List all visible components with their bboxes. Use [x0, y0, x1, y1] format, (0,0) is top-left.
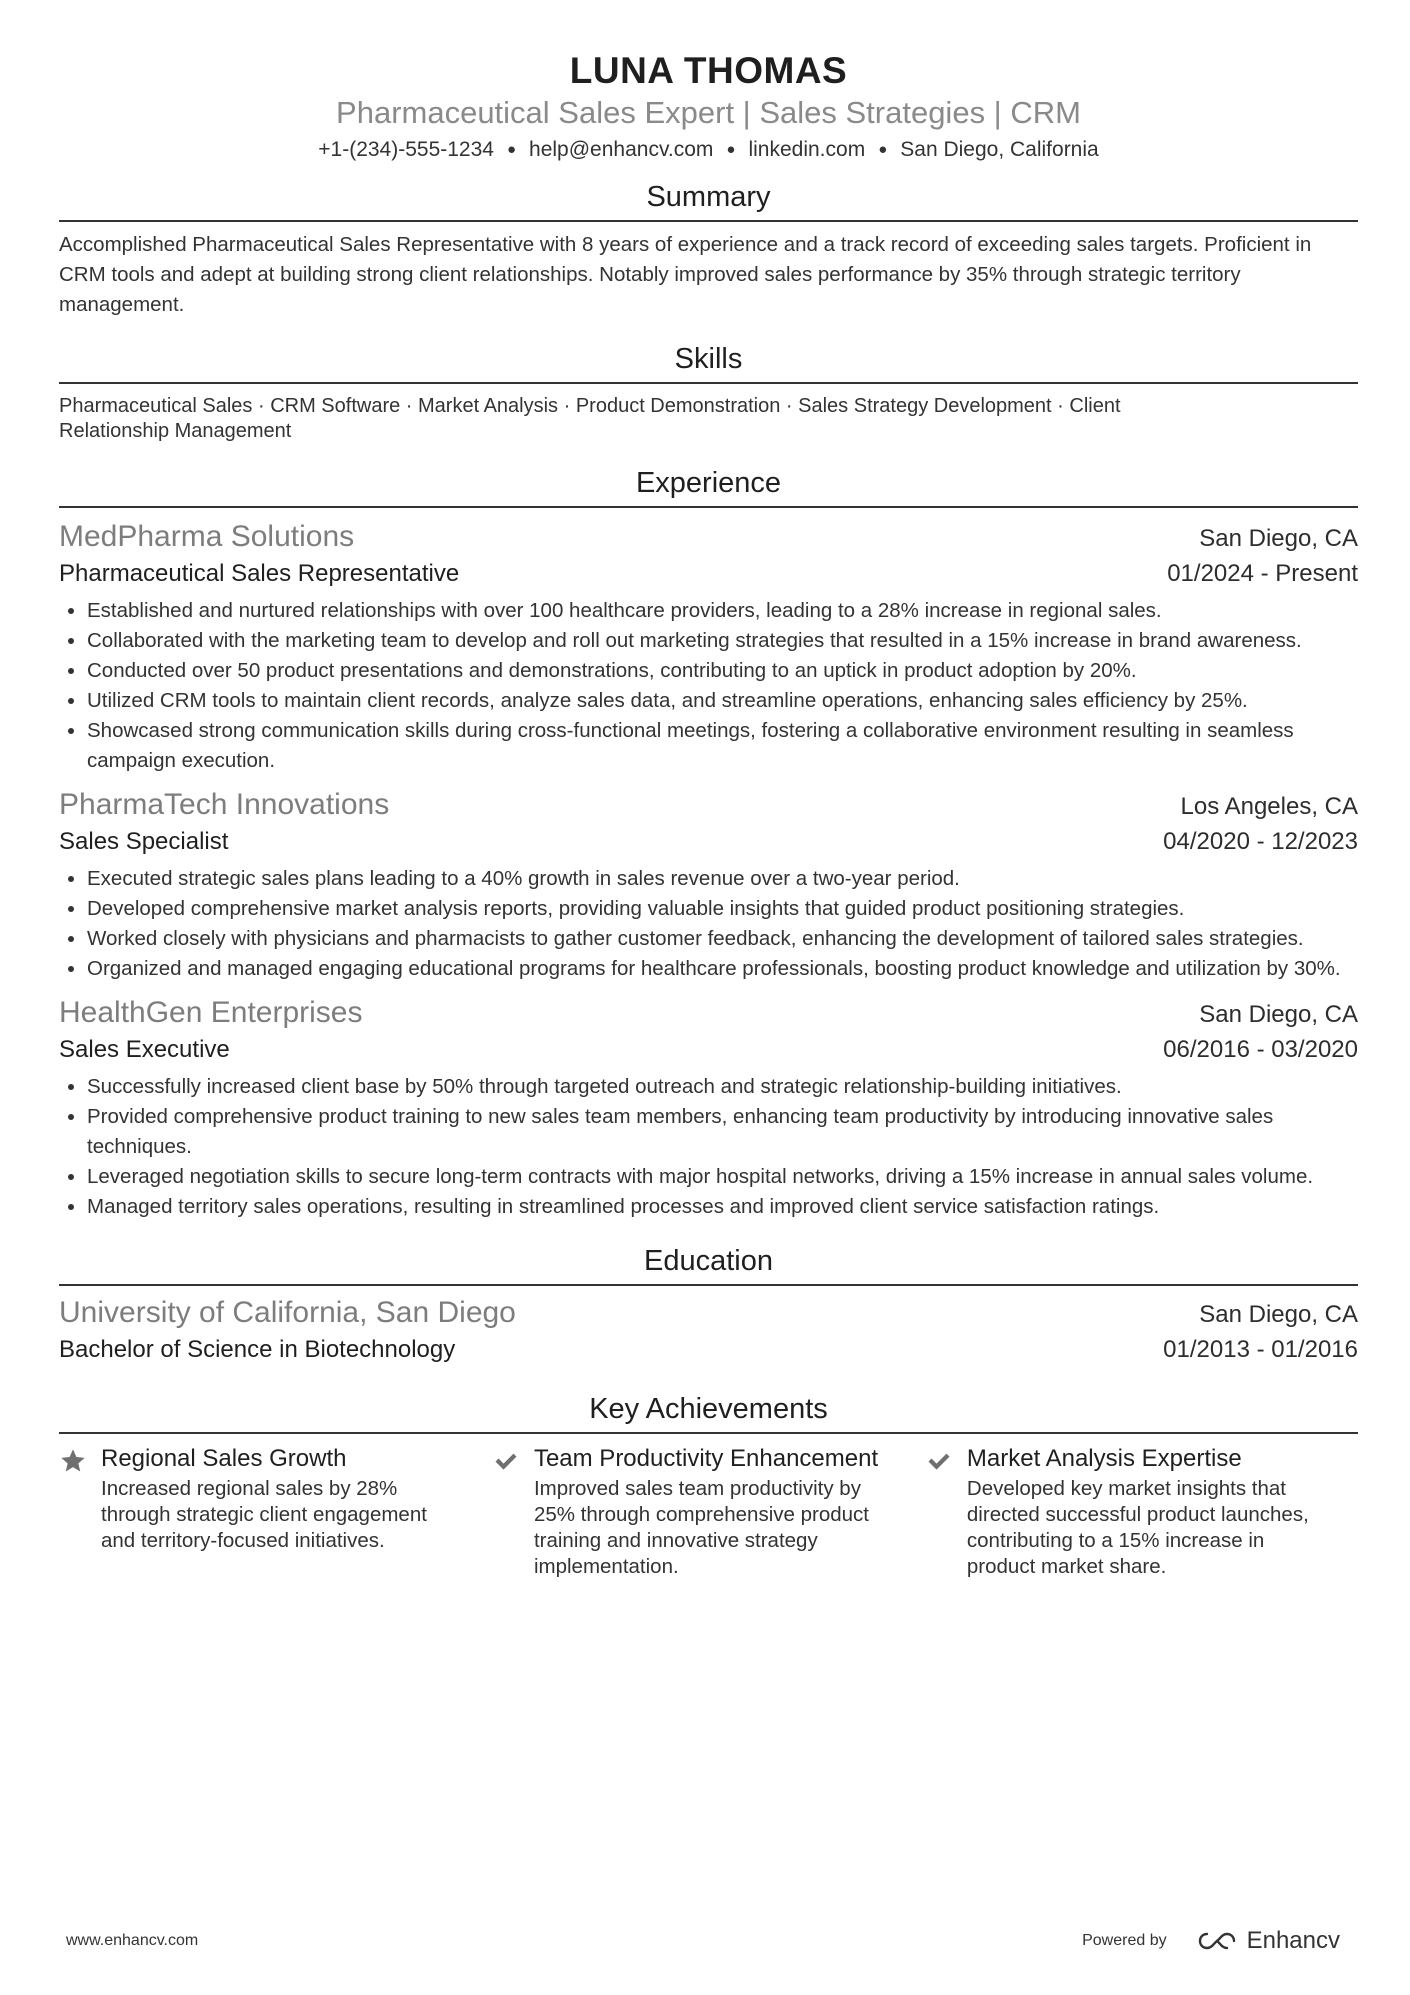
enhancv-logo-icon: [1195, 1930, 1239, 1952]
experience-section: [59, 466, 1358, 1222]
bullet-separator: ●: [878, 141, 888, 158]
job-subheader: [59, 1032, 1358, 1068]
education-header: [59, 1294, 1358, 1332]
achievement-description: Increased regional sales by 28% through strategic client engagement and territory-focused initiatives.: [101, 1477, 427, 1552]
job-bullets: [59, 596, 1358, 776]
bullet-separator: ●: [726, 141, 736, 158]
check-icon: [492, 1444, 534, 1580]
job-subheader: [59, 824, 1358, 860]
education-subheader: [59, 1332, 1358, 1368]
contact-line: [59, 136, 1358, 164]
education-school: University of California, San Diego: [59, 1296, 516, 1329]
powered-by: [1082, 1927, 1340, 1955]
brand-name: Enhancv: [1246, 1927, 1340, 1954]
job-header: [59, 994, 1358, 1032]
education-section: [59, 1244, 1358, 1368]
skills-list: Pharmaceutical Sales · CRM Software · Market Analysis · Product Demonstration · Sales Strategy Development · Client Relationship Management: [59, 395, 1121, 442]
job-bullet: • Executed strategic sales plans leading to a 40% growth in sales revenue over a two-year period.: [87, 864, 1358, 894]
job-bullet: • Conducted over 50 product presentations and demonstrations, contributing to an uptick in product adoption by 20%.: [87, 656, 1358, 686]
job-bullets: [59, 1072, 1358, 1222]
achievement-title: Team Productivity Enhancement: [533, 1445, 879, 1472]
job-role: Sales Specialist: [59, 828, 229, 855]
job-bullet: • Managed territory sales operations, resulting in streamlined processes and improved client service satisfaction ratings.: [87, 1192, 1358, 1222]
job-role: Pharmaceutical Sales Representative: [59, 560, 460, 587]
linkedin-link[interactable]: linkedin.com: [748, 138, 866, 161]
job-company: MedPharma Solutions: [59, 520, 355, 553]
brand-logo[interactable]: [1195, 1927, 1340, 1955]
job-entry: [59, 518, 1358, 776]
star-icon: [59, 1444, 101, 1580]
section-title-skills: Skills: [59, 342, 1358, 384]
location: San Diego, California: [900, 138, 1099, 161]
section-title-experience: Experience: [59, 466, 1358, 508]
job-bullet: • Leveraged negotiation skills to secure long-term contracts with major hospital networks, driving a 15% increase in annual sales volume.: [87, 1162, 1358, 1192]
phone: +1-(234)-555-1234: [318, 138, 494, 161]
check-icon: [925, 1444, 967, 1580]
job-location: San Diego, CA: [1199, 1001, 1358, 1028]
achievement-item: [492, 1444, 925, 1580]
resume-header: [59, 0, 1358, 164]
footer-website-link[interactable]: www.enhancv.com: [66, 1932, 199, 1949]
bullet-separator: ●: [506, 141, 517, 158]
job-dates: 04/2020 - 12/2023: [1163, 828, 1358, 855]
achievements-grid: [59, 1444, 1358, 1580]
achievement-item: [59, 1444, 492, 1580]
achievements-section: [59, 1392, 1358, 1580]
achievement-title: Market Analysis Expertise: [966, 1445, 1242, 1472]
job-bullet: • Collaborated with the marketing team to develop and roll out marketing strategies that resulted in a 15% increase in brand awareness.: [87, 626, 1358, 656]
page-footer: [66, 1927, 1340, 1955]
summary-text: Accomplished Pharmaceutical Sales Representative with 8 years of experience and a track record of exceeding sales targets. Proficient in CRM tools and adept at building strong client relationships. Notably improved sales performance by 35% through strategic territory management.: [59, 233, 1312, 316]
achievement-description: Improved sales team productivity by 25% through comprehensive product training and innovative strategy implementation.: [533, 1477, 869, 1578]
achievement-item: [925, 1444, 1358, 1580]
section-title-achievements: Key Achievements: [59, 1392, 1358, 1434]
achievement-title: Regional Sales Growth: [101, 1445, 347, 1472]
candidate-headline: Pharmaceutical Sales Expert | Sales Strategies | CRM: [336, 95, 1081, 130]
job-bullet: • Worked closely with physicians and pharmacists to gather customer feedback, enhancing the development of tailored sales strategies.: [87, 924, 1358, 954]
candidate-name: LUNA THOMAS: [569, 50, 848, 91]
skills-section: [59, 342, 1358, 444]
job-subheader: [59, 556, 1358, 592]
summary-section: [59, 180, 1358, 320]
job-bullets: [59, 864, 1358, 984]
job-bullet: • Successfully increased client base by 50% through targeted outreach and strategic relationship-building initiatives.: [87, 1072, 1358, 1102]
section-title-summary: Summary: [59, 180, 1358, 222]
job-location: San Diego, CA: [1199, 525, 1358, 552]
job-role: Sales Executive: [59, 1036, 230, 1063]
job-company: PharmaTech Innovations: [59, 788, 390, 821]
powered-by-label: Powered by: [1082, 1932, 1167, 1949]
education-location: San Diego, CA: [1199, 1301, 1358, 1328]
job-header: [59, 518, 1358, 556]
job-bullet: • Developed comprehensive market analysis reports, providing valuable insights that guided product positioning strategies.: [87, 894, 1358, 924]
job-bullet: • Established and nurtured relationships with over 100 healthcare providers, leading to a 28% increase in regional sales.: [87, 596, 1358, 626]
job-entry: [59, 994, 1358, 1222]
job-location: Los Angeles, CA: [1180, 793, 1358, 820]
job-entry: [59, 786, 1358, 984]
email-link[interactable]: help@enhancv.com: [529, 138, 714, 161]
job-bullet: • Organized and managed engaging educational programs for healthcare professionals, boosting product knowledge and utilization by 30%.: [87, 954, 1358, 984]
education-entry: [59, 1294, 1358, 1368]
job-dates: 06/2016 - 03/2020: [1163, 1036, 1358, 1063]
achievement-description: Developed key market insights that directed successful product launches, contributing to a 15% increase in product market share.: [966, 1477, 1309, 1578]
education-dates: 01/2013 - 01/2016: [1163, 1336, 1358, 1363]
job-company: HealthGen Enterprises: [59, 996, 363, 1029]
job-bullet: • Utilized CRM tools to maintain client records, analyze sales data, and streamline operations, enhancing sales efficiency by 25%.: [87, 686, 1358, 716]
section-title-education: Education: [59, 1244, 1358, 1286]
job-header: [59, 786, 1358, 824]
education-degree: Bachelor of Science in Biotechnology: [59, 1336, 456, 1363]
job-bullet: • Provided comprehensive product training to new sales team members, enhancing team productivity by introducing innovative sales techniques.: [87, 1102, 1358, 1162]
job-bullet: • Showcased strong communication skills during cross-functional meetings, fostering a collaborative environment resulting in seamless campaign execution.: [87, 716, 1358, 776]
job-dates: 01/2024 - Present: [1167, 560, 1358, 587]
